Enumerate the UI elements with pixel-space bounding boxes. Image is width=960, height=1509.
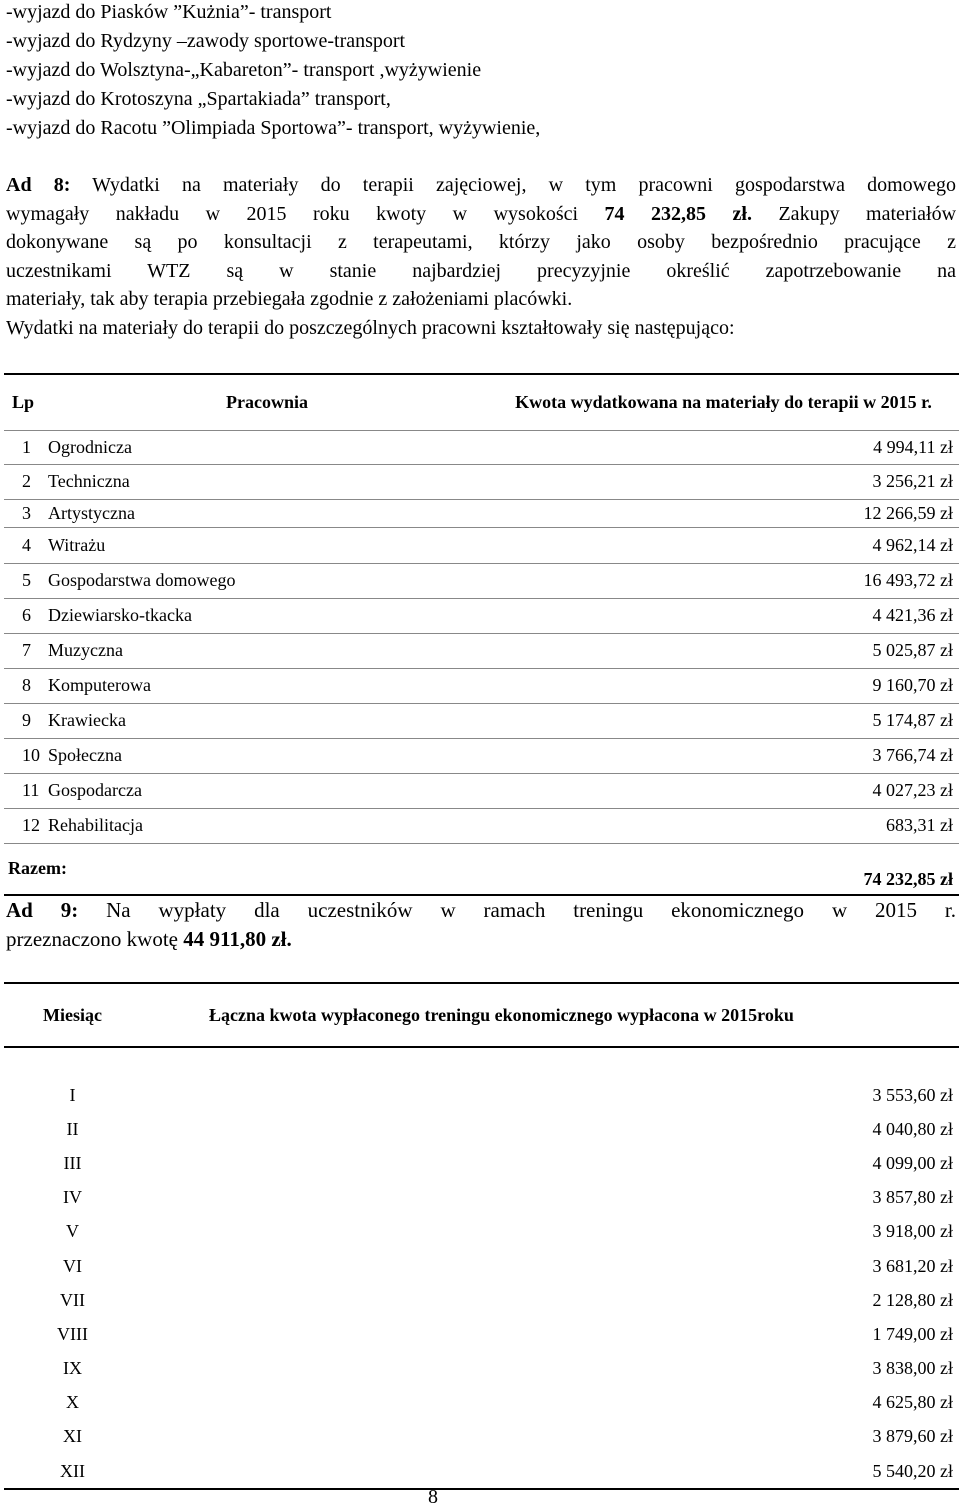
table-row [4, 1249, 959, 1283]
table-row [4, 1146, 959, 1180]
ad8-line-6: Wydatki na materiały do terapii do poszczególnych pracowni kształtowały się następująco: [6, 316, 735, 339]
row-kwota: 4 027,23 zł [488, 773, 959, 808]
row-lp: 10 [4, 738, 46, 773]
row-miesiac: VI [63, 1255, 82, 1276]
materials-table [4, 373, 959, 896]
total-row [4, 843, 959, 895]
row-miesiac: III [63, 1152, 82, 1173]
intro-line-4: -wyjazd do Krotoszyna „Spartakiada” transport, [6, 88, 391, 110]
page-number: 8 [428, 1486, 438, 1508]
table-row [4, 703, 959, 738]
ad8-line-1: Ad 8: Wydatki na materiały do terapii zajęciowej, w tym pracowni gospodarstwa domowego [6, 174, 956, 196]
row-kwota: 9 160,70 zł [488, 668, 959, 703]
intro-line-3: -wyjazd do Wolsztyna-„Kabareton”- transport ,wyżywienie [6, 59, 482, 81]
row-kwota: 3 857,80 zł [872, 1187, 953, 1208]
table-row [4, 668, 959, 703]
row-miesiac: IV [63, 1187, 82, 1208]
table-row [4, 598, 959, 633]
header-laczna-kwota: Łączna kwota wypłaconego treningu ekonomicznego wypłacona w 2015roku [141, 983, 959, 1047]
row-kwota: 4 625,80 zł [872, 1392, 953, 1413]
header-kwota: Kwota wydatkowana na materiały do terapii w 2015 r. [488, 374, 959, 430]
row-pracownia: Społeczna [46, 738, 488, 773]
row-lp: 3 [4, 499, 46, 527]
table-row [4, 499, 959, 527]
table-row [4, 1386, 959, 1420]
payments-table [4, 982, 959, 1490]
ad9-line-2: przeznaczono kwotę 44 911,80 zł. [6, 927, 292, 951]
row-pracownia: Techniczna [46, 464, 488, 499]
row-miesiac: II [66, 1118, 79, 1139]
total-label: Razem: [4, 843, 488, 895]
row-pracownia: Komputerowa [46, 668, 488, 703]
row-pracownia: Rehabilitacja [46, 808, 488, 843]
ad8-line-4: uczestnikami WTZ są w stanie najbardziej precyzyjnie określić zapotrzebowanie na [6, 259, 956, 282]
table-row [4, 1283, 959, 1317]
row-kwota: 1 749,00 zł [872, 1323, 953, 1344]
ad8-line-3: dokonywane są po konsultacji z terapeutami, którzy jako osoby bezpośrednio pracujące z [6, 231, 956, 254]
ad8-paragraph [6, 171, 956, 343]
row-kwota: 5 174,87 zł [488, 703, 959, 738]
row-kwota: 3 766,74 zł [488, 738, 959, 773]
table-row [4, 1078, 959, 1112]
row-kwota: 4 994,11 zł [488, 430, 959, 464]
table-row [4, 1181, 959, 1215]
ad9-line-1: Ad 9: Na wypłaty dla uczestników w ramach treningu ekonomicznego w 2015 r. [6, 898, 956, 922]
row-kwota: 12 266,59 zł [488, 499, 959, 527]
ad8-line-2: wymagały nakładu w 2015 roku kwoty w wysokości 74 232,85 zł. Zakupy materiałów [6, 202, 957, 225]
table-row [4, 1317, 959, 1351]
table-row [4, 527, 959, 563]
row-kwota: 5 025,87 zł [488, 633, 959, 668]
row-lp: 9 [4, 703, 46, 738]
table-row [4, 430, 959, 464]
intro-line-5: -wyjazd do Racotu ”Olimpiada Sportowa”- transport, wyżywienie, [6, 117, 541, 139]
table-row [4, 1112, 959, 1146]
row-kwota: 4 421,36 zł [488, 598, 959, 633]
row-kwota: 2 128,80 zł [872, 1289, 953, 1310]
header-lp: Lp [4, 374, 46, 430]
row-miesiac: XI [63, 1426, 82, 1447]
row-miesiac: XII [4, 1454, 141, 1489]
table-row [4, 1420, 959, 1454]
table-row [4, 1352, 959, 1386]
header-pracownia: Pracownia [46, 374, 488, 430]
row-pracownia: Gospodarstwa domowego [46, 563, 488, 598]
row-miesiac: V [66, 1221, 79, 1242]
ad9-amount: 44 911,80 zł. [183, 927, 292, 951]
row-kwota: 3 838,00 zł [872, 1358, 953, 1379]
row-pracownia: Dziewiarsko-tkacka [46, 598, 488, 633]
row-miesiac: VII [60, 1289, 85, 1310]
table-row [4, 738, 959, 773]
row-miesiac: IX [63, 1358, 82, 1379]
row-lp: 7 [4, 633, 46, 668]
table-row [4, 563, 959, 598]
row-lp: 5 [4, 563, 46, 598]
intro-line-2: -wyjazd do Rydzyny –zawody sportowe-transport [6, 30, 406, 52]
table-row [4, 464, 959, 499]
row-kwota: 4 099,00 zł [872, 1152, 953, 1173]
header-miesiac: Miesiąc [4, 983, 141, 1047]
ad8-amount: 74 232,85 zł. [604, 202, 752, 225]
ad9-label: Ad 9: [6, 898, 79, 922]
total-value: 74 232,85 zł [488, 843, 959, 895]
row-kwota: 3 879,60 zł [872, 1426, 953, 1447]
row-lp: 12 [4, 808, 46, 843]
row-lp: 6 [4, 598, 46, 633]
row-kwota: 16 493,72 zł [488, 563, 959, 598]
row-lp: 1 [4, 430, 46, 464]
row-pracownia: Gospodarcza [46, 773, 488, 808]
row-pracownia: Witrażu [46, 527, 488, 563]
row-kwota: 3 918,00 zł [872, 1221, 953, 1242]
table-row [4, 1215, 959, 1249]
ad8-label: Ad 8: [6, 174, 71, 196]
table-row [4, 808, 959, 843]
table-row [4, 1454, 959, 1489]
row-kwota: 4 040,80 zł [872, 1118, 953, 1139]
row-pracownia: Krawiecka [46, 703, 488, 738]
row-lp: 11 [4, 773, 46, 808]
row-kwota: 5 540,20 zł [141, 1454, 959, 1489]
ad9-paragraph [6, 896, 956, 954]
row-kwota: 3 681,20 zł [872, 1255, 953, 1276]
row-lp: 2 [4, 464, 46, 499]
row-kwota: 4 962,14 zł [488, 527, 959, 563]
row-pracownia: Muzyczna [46, 633, 488, 668]
row-kwota: 683,31 zł [488, 808, 959, 843]
intro-line-1: -wyjazd do Piasków ”Kużnia”- transport [6, 1, 332, 23]
row-pracownia: Artystyczna [46, 499, 488, 527]
row-miesiac: VIII [57, 1323, 88, 1344]
row-lp: 8 [4, 668, 46, 703]
table-row [4, 773, 959, 808]
row-miesiac: X [66, 1392, 79, 1413]
table-row [4, 633, 959, 668]
row-pracownia: Ogrodnicza [46, 430, 488, 464]
row-miesiac: I [69, 1084, 76, 1105]
row-kwota: 3 256,21 zł [488, 464, 959, 499]
ad8-line-5: materiały, tak aby terapia przebiegała zgodnie z założeniami placówki. [6, 288, 573, 311]
row-kwota: 3 553,60 zł [872, 1084, 953, 1105]
row-lp: 4 [4, 527, 46, 563]
